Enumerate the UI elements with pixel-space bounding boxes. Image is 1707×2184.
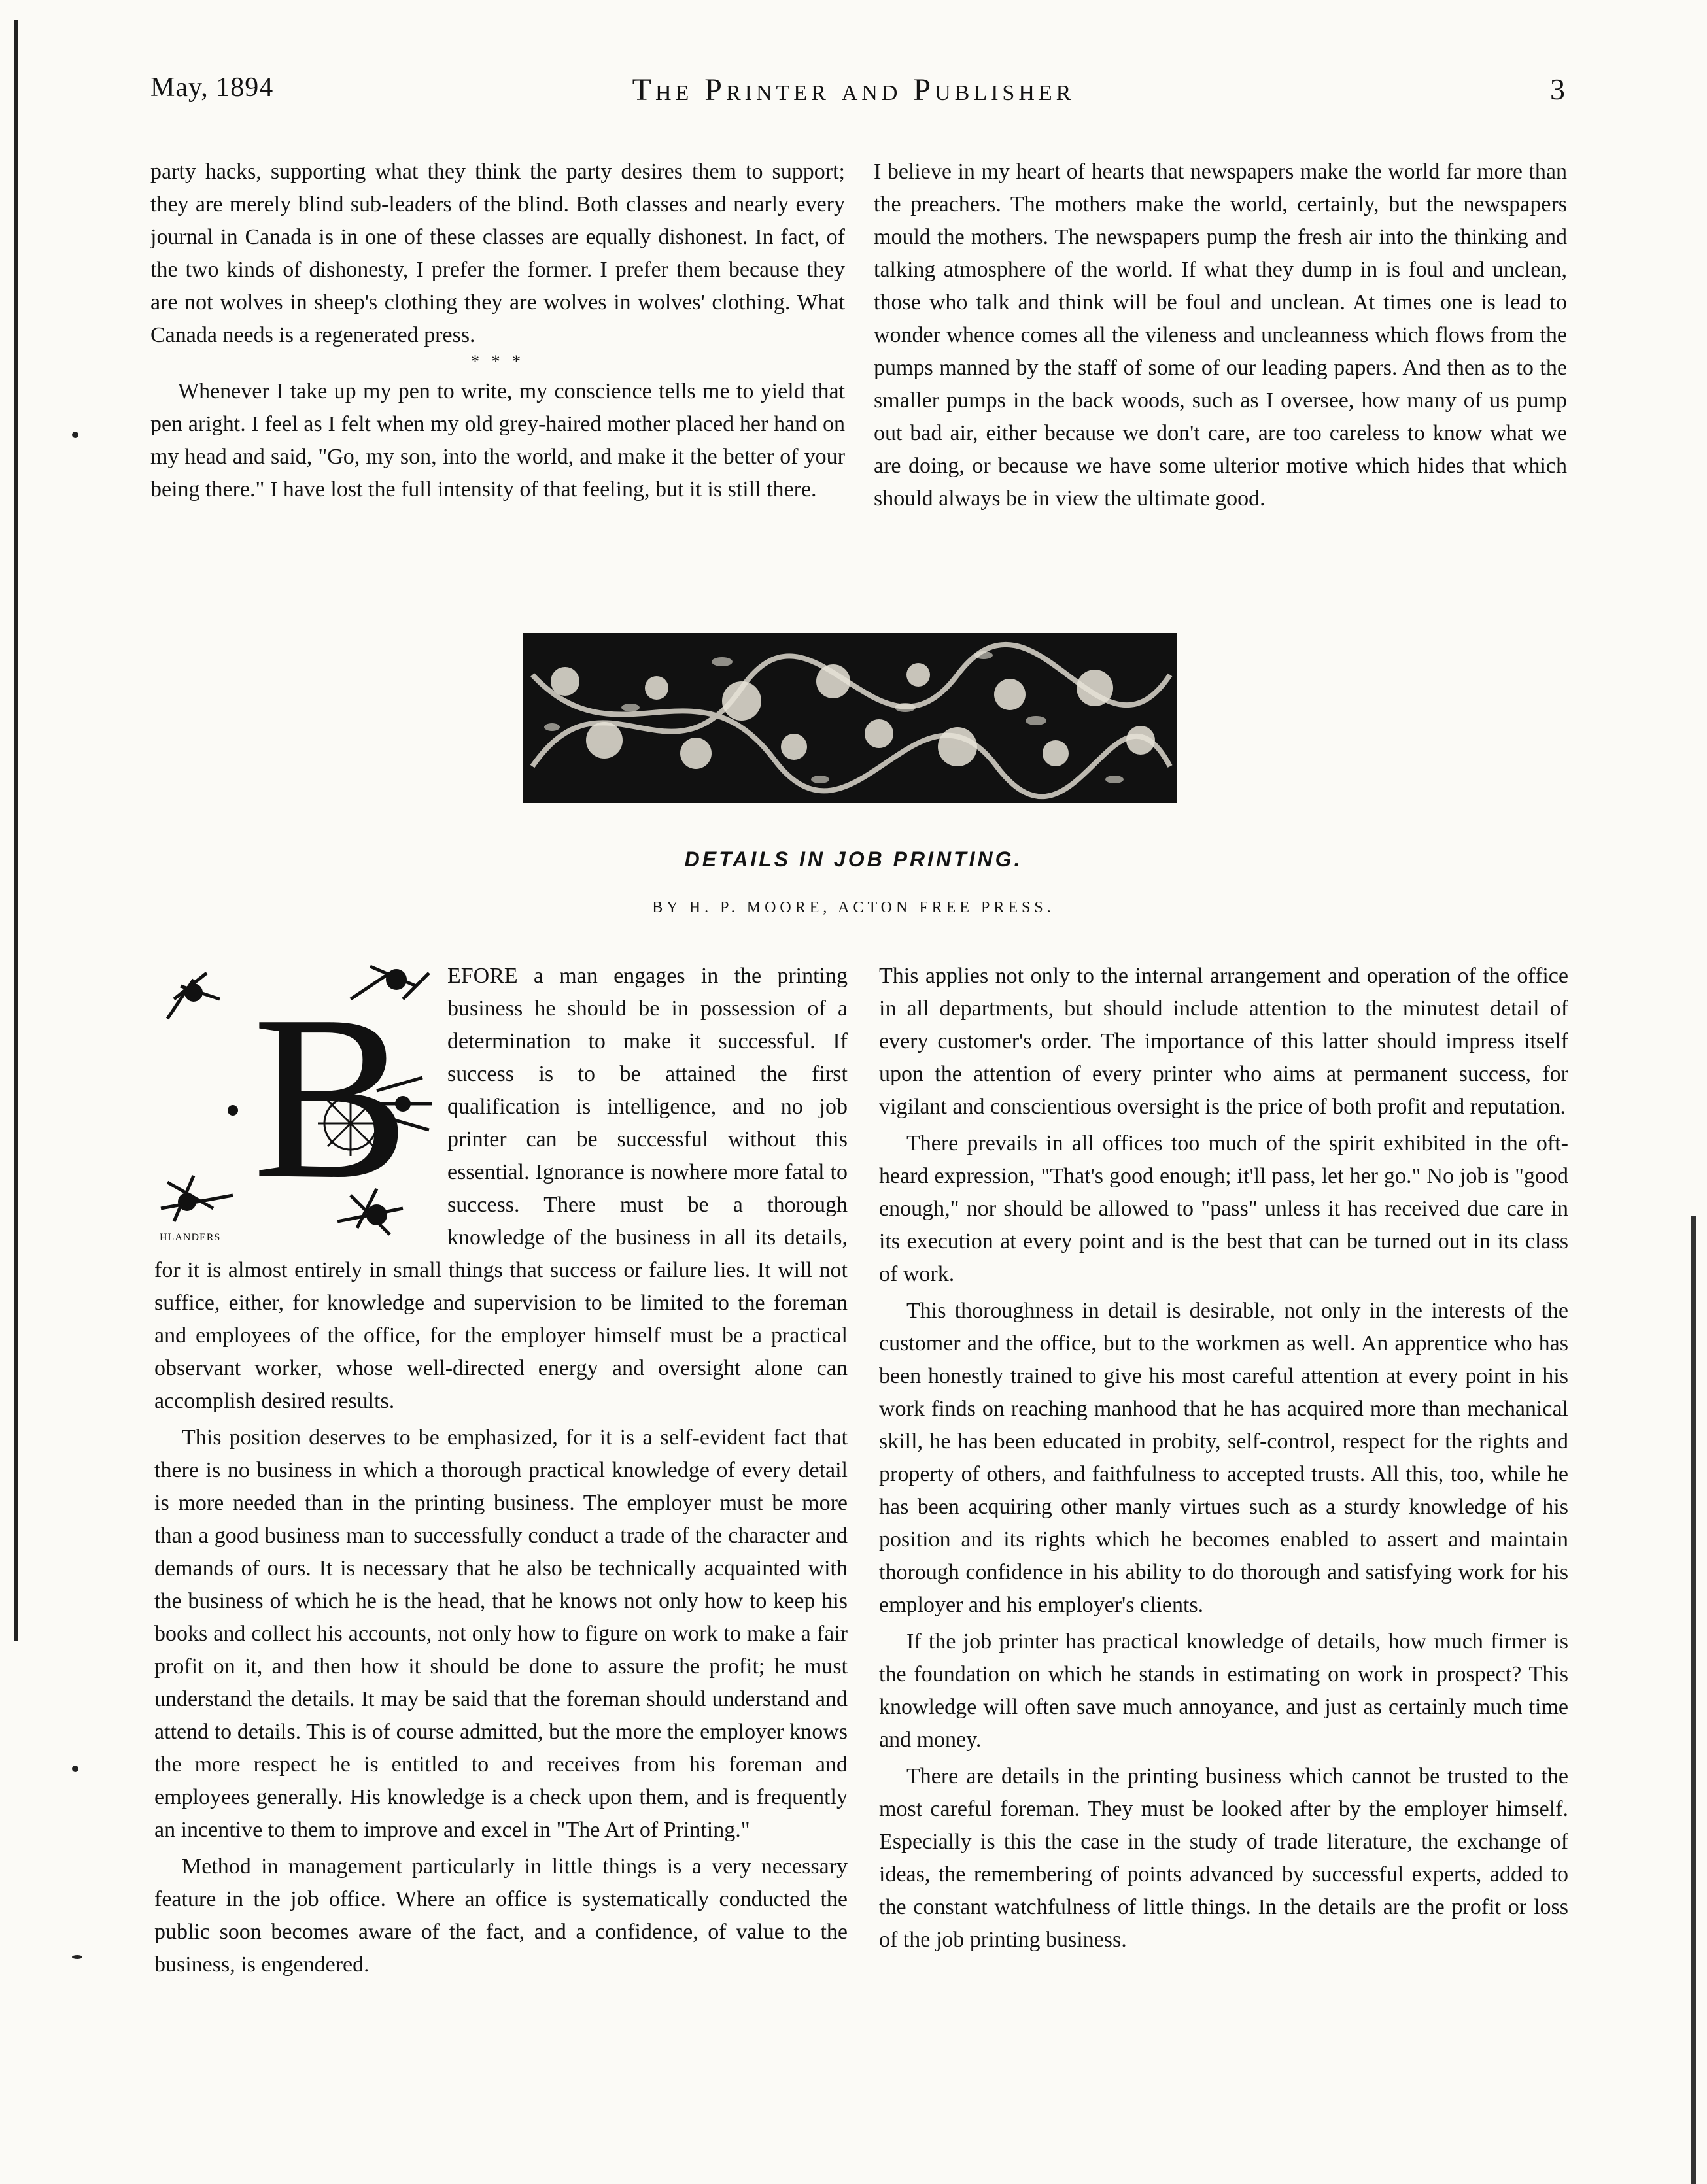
paragraph: There prevails in all offices too much of the spirit exhibited in the oft-heard expression, "That's good enough; it'll pass, let her go." No job is "good enough," nor should be allowed to "pass" unless it has received due care in its execution at every point and is the best that can be turned out in its class of work.	[879, 1131, 1568, 1286]
top-right-column	[874, 156, 1567, 515]
page-number: 3	[1550, 73, 1566, 106]
right-margin-scan-line	[1691, 1216, 1696, 2184]
running-head-title: The Printer and Publisher	[632, 73, 1075, 107]
paragraph: There are details in the printing business which cannot be trusted to the most careful foreman. They must be looked after by the employer himself. Especially is this the case in the study of trade literature, the exchange of ideas, the remembering of points advanced by successful experts, added to the constant watchfulness of little things. In the details are the profit or loss of the job printing business.	[879, 1764, 1568, 1952]
drop-cap-letter: B	[252, 966, 410, 1227]
paragraph: This thoroughness in detail is desirable, not only in the interests of the customer and the office, but to the workmen as well. An apprentice who has been honestly trained to give his most careful attention at every point in his work finds on reaching manhood that he has acquired more than mechanical skill, he has been educated in probity, self-control, respect for the rights and property of others, and faithfulness to accepted trusts. All this, too, while he has been acquiring other manly virtues such as a sturdy knowledge of his position and its rights which he becomes enabled to assert and maintain thorough confidence in his ability to do thorough and satisfying work for his employer and his employer's clients.	[879, 1299, 1568, 1617]
paragraph: This applies not only to the internal arrangement and operation of the office in all departments, but should include attention to the minutest detail of every customer's order. The importance of this latter should impress itself upon the attention of every printer who aims at permanent success, for vigilant and conscientious oversight is the price of both profit and reputation.	[879, 964, 1568, 1119]
paragraph: This position deserves to be emphasized, for it is a self-evident fact that there is no business in which a thorough practical knowledge of every detail is more needed than in the printing business. The employer must be more than a good business man to successfully conduct a trade of the character and demands of ours. It is necessary that he also be technically acquainted with the business of which he is the head, that he knows not only how to keep his books and collect his accounts, not only how to figure on work to make a fair profit on it, and then how it should be done to assure the profit; he must understand the details. It may be said that the foreman should understand and attend to details. This is of course admitted, but the more the employer knows the more respect he is entitled to and receives from his foreman and employees generally. His knowledge is a check upon them, and is frequently an incentive to them to improve and excel in "The Art of Printing."	[154, 1425, 848, 1842]
paragraph: I believe in my heart of hearts that newspapers make the world far more than the preachers. The mothers make the world, certainly, but the newspapers mould the mothers. The newspapers pump the fresh air into the thinking and talking atmosphere of the world. If what they dump in is foul and unclean, those who talk and think will be foul and unclean. At times one is lead to wonder whence comes all the vileness and uncleanness which flows from the pumps manned by the staff of some of our leading papers. And then as to the smaller pumps in the back woods, such as I oversee, how many of us pump out bad air, either because we don't care, are too careless to know what we are doing, or because we have some ulterior motive which hides that which should always be in view the ultimate good.	[874, 160, 1567, 511]
article-right-column	[879, 960, 1568, 1956]
article-title: DETAILS IN JOB PRINTING.	[684, 847, 1023, 871]
section-stars: * * *	[471, 352, 525, 371]
scan-speck	[72, 1955, 82, 1959]
scan-speck	[72, 1766, 78, 1772]
article-byline: BY H. P. MOORE, ACTON FREE PRESS.	[652, 899, 1055, 916]
paragraph: EFORE a man engages in the printing business he should be in possession of a determination to make it successful. If success is to be attained the first qualification is intelligence, and no job printer can be successful without this essential. Ignorance is nowhere more fatal to success. There must be a thorough knowledge of the business in all its details, for it is almost entirely in small things that success or failure lies. It will not suffice, either, for knowledge and supervision to be limited to the foreman and employees of the office, for the employer himself must be a practical observant worker, whose well-directed energy and oversight alone can accomplish desired results.	[154, 964, 848, 1413]
top-left-column	[150, 156, 845, 506]
left-margin-scan-line	[14, 20, 18, 1641]
scan-speck	[72, 432, 78, 438]
engraver-signature: HLANDERS	[160, 1232, 221, 1243]
paragraph: Whenever I take up my pen to write, my conscience tells me to yield that pen aright. I feel as I felt when my old grey-haired mother placed her hand on my head and said, "Go, my son, into the world, and make it the better of your being there." I have lost the full intensity of that feeling, but it is still there.	[150, 379, 845, 502]
running-head-date: May, 1894	[150, 73, 274, 103]
drop-cap	[154, 960, 436, 1241]
paragraph: Method in management particularly in little things is a very necessary feature in the job office. Where an office is systematically conducted the public soon becomes aware of the fact, and a confidence, of value to the business, is engendered.	[154, 1854, 848, 1977]
article-left-column	[154, 960, 848, 1981]
decorative-ornament-band	[523, 633, 1177, 803]
paragraph: If the job printer has practical knowledge of details, how much firmer is the foundation on which he stands in estimating on work in prospect? This knowledge will often save much annoyance, and just as certainly much time and money.	[879, 1629, 1568, 1752]
ornament-foliage-icon	[526, 636, 1175, 800]
paragraph: party hacks, supporting what they think the party desires them to support; they are merely blind sub-leaders of the blind. Both classes and nearly every journal in Canada is in one of these classes are equally dishonest. In fact, of the two kinds of dishonesty, I prefer the former. I prefer them because they are not wolves in sheep's clothing they are wolves in wolves' clothing. What Canada needs is a regenerated press.	[150, 160, 845, 347]
